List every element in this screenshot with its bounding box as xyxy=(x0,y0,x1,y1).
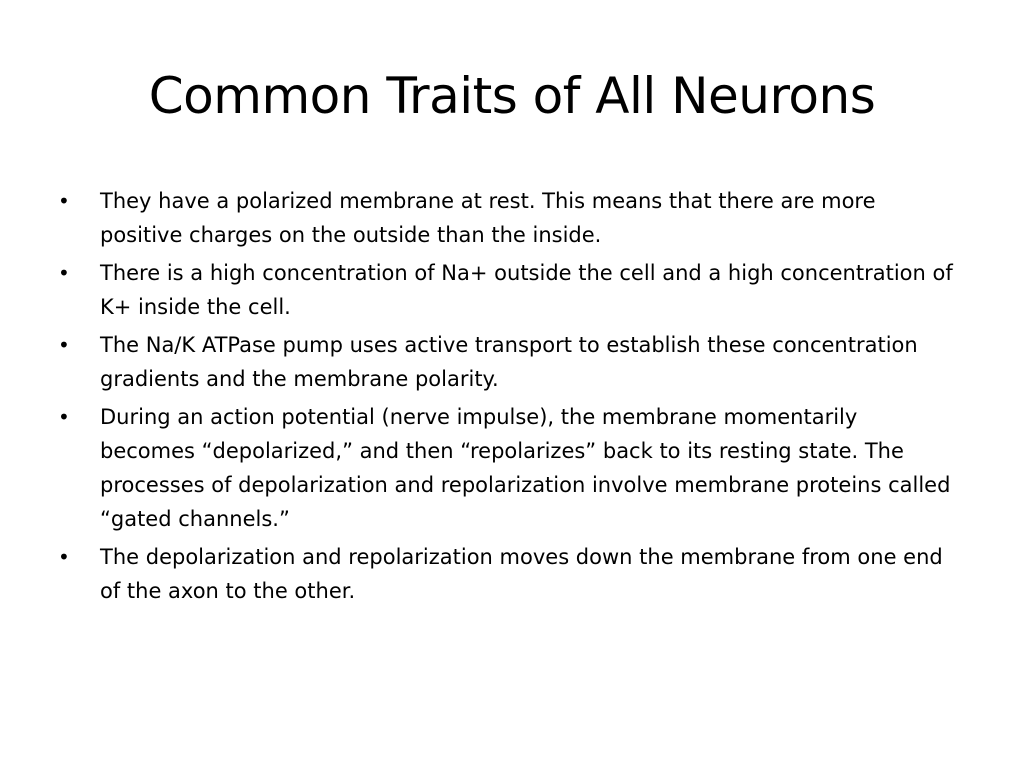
bullet-item xyxy=(58,400,958,536)
bullet-dot-icon: • xyxy=(58,261,70,285)
bullet-list xyxy=(58,184,958,612)
bullet-text: There is a high concentration of Na+ outside the cell and a high concentration of K+ inside the cell. xyxy=(100,261,953,319)
bullet-text: The Na/K ATPase pump uses active transport to establish these concentration gradients and the membrane polarity. xyxy=(100,333,918,391)
bullet-item xyxy=(58,328,958,396)
slide-title: Common Traits of All Neurons xyxy=(148,67,876,125)
bullet-item xyxy=(58,184,958,252)
bullet-dot-icon: • xyxy=(58,333,70,357)
bullet-text: During an action potential (nerve impulse), the membrane momentarily becomes “depolarized,” and then “repolarizes” back to its resting state. The processes of depolarization and repolarization involve membrane proteins called “gated channels.” xyxy=(100,405,951,531)
bullet-item xyxy=(58,540,958,608)
bullet-text: The depolarization and repolarization moves down the membrane from one end of the axon to the other. xyxy=(100,545,943,603)
bullet-item xyxy=(58,256,958,324)
bullet-dot-icon: • xyxy=(58,405,70,429)
bullet-dot-icon: • xyxy=(58,545,70,569)
bullet-text: They have a polarized membrane at rest. This means that there are more positive charges on the outside than the inside. xyxy=(100,189,876,247)
bullet-dot-icon: • xyxy=(58,189,70,213)
